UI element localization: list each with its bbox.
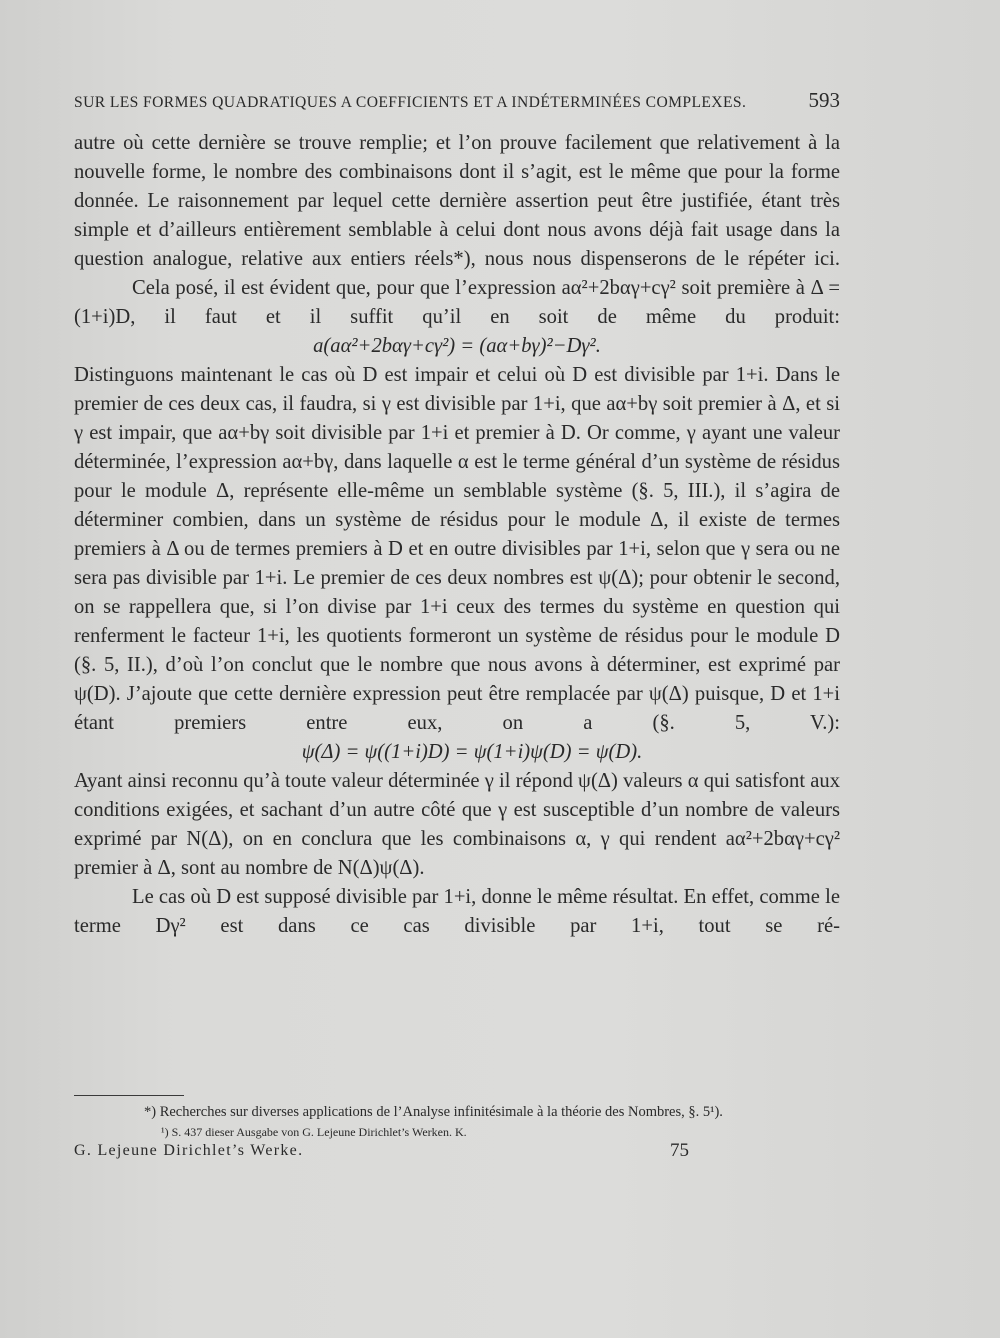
footnote-editor-note: ¹) S. 437 dieser Ausgabe von G. Lejeune Dirichlet’s Werken. K.	[161, 1125, 467, 1139]
page-header	[74, 88, 840, 113]
signature-title: G. Lejeune Dirichlet’s Werke.	[74, 1142, 304, 1159]
paragraph-cela-pose: Cela posé, il est évident que, pour que l’expression aα²+2bαγ+cγ² soit première à Δ = (1+i)D, il faut et il suffit qu’il en soit de même du produit:	[74, 277, 840, 328]
paragraph-ayant-ainsi: Ayant ainsi reconnu qu’à toute valeur déterminée γ il répond ψ(Δ) valeurs α qui satisfont aux conditions exigées, et sachant d’un autre côté que γ est susceptible d’un nombre de valeurs exprimé par N(Δ), on en conclura que les combinaisons α, γ qui rendent aα²+2bαγ+cγ² premier à Δ, sont au nombre de N(Δ)ψ(Δ).	[74, 770, 840, 879]
footnotes	[74, 1101, 840, 1141]
footnote-rule	[74, 1095, 184, 1096]
paragraph-le-cas-ou: Le cas où D est supposé divisible par 1+i, donne le même résultat. En effet, comme le terme Dγ² est dans ce cas divisible par 1+i, tout se ré-	[74, 886, 840, 937]
running-title: SUR LES FORMES QUADRATIQUES A COEFFICIENTS ET A INDÉTERMINÉES COMPLEXES.	[74, 94, 747, 111]
signature-number: 75	[670, 1140, 689, 1161]
display-formula-psi: ψ(Δ) = ψ((1+i)D) = ψ(1+i)ψ(D) = ψ(D).	[301, 741, 643, 763]
paragraph-distinguons: Distinguons maintenant le cas où D est impair et celui où D est divisible par 1+i. Dans le premier de ces deux cas, il faudra, si γ est divisible par 1+i, que aα+bγ soit premier à Δ, et si γ est impair, que aα+bγ soit divisible par 1+i et premier à D. Or comme, γ ayant une valeur déterminée, l’expression aα+bγ, dans laquelle α est le terme général d’un système de résidus pour le module Δ, représente elle-même un semblable système (§. 5, III.), il s’agira de déterminer combien, dans un système de résidus pour le module Δ, il existe de termes premiers à Δ ou de termes premiers à D et en outre divisibles par 1+i, selon que γ sera ou ne sera pas divisible par 1+i. Le premier de ces deux nombres est ψ(Δ); pour obtenir le second, on se rappellera que, si l’on divise par 1+i ceux des termes du système en question qui renferment le facteur 1+i, les quotients formeront un système de résidus pour le module D (§. 5, II.), d’où l’on conclut que le nombre que nous avons à déterminer, est exprimé par ψ(D). J’ajoute que cette dernière expression peut être remplacée par ψ(Δ) puisque, D et 1+i étant premiers entre eux, on a (§. 5, V.):	[74, 364, 840, 734]
paragraph-continuation: autre où cette dernière se trouve remplie; et l’on prouve facilement que relativement à la nouvelle forme, le nombre des combinaisons dont il s’agit, est le même que pour la forme donnée. Le raisonnement par lequel cette dernière assertion peut être justifiée, étant très simple et d’ailleurs entièrement semblable à celui dont nous avons déjà fait usage dans la question analogue, relative aux entiers réels*), nous nous dispenserons de le répéter ici.	[74, 132, 840, 270]
footnote-1: *) Recherches sur diverses applications de l’Analyse infinitésimale à la théorie des Nombres, §. 5¹).	[144, 1104, 723, 1120]
display-formula-product: a(aα²+2bαγ+cγ²) = (aα+bγ)²−Dγ².	[313, 335, 601, 357]
body-text	[74, 129, 840, 941]
page-number: 593	[808, 88, 840, 112]
